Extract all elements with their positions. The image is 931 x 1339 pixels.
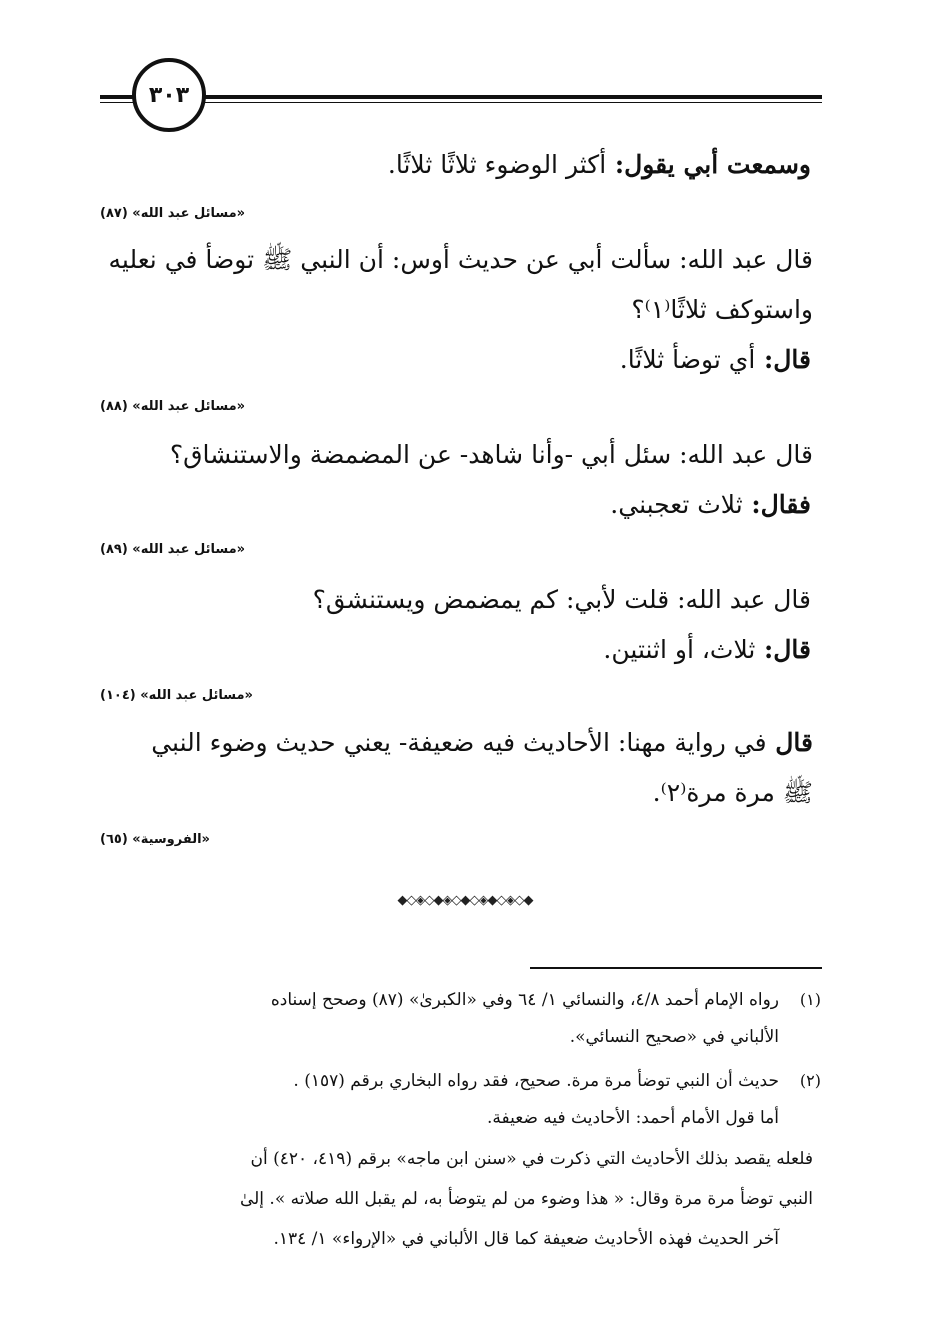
entry-3-line-1 xyxy=(100,440,813,470)
entry-text: في رواية مهنا: الأحاديث فيه ضعيفة- يعني حديث وضوء النبي xyxy=(151,728,767,757)
footnote-1-line-2: الألباني في «صحيح النسائي». xyxy=(569,1027,779,1047)
entry-lead: وسمعت أبي يقول: xyxy=(606,150,811,179)
footnote-1-marker: (١) xyxy=(799,990,821,1009)
entry-4-line-1 xyxy=(100,585,811,615)
entry-2-line-3 xyxy=(100,345,811,375)
entry-5-line-1 xyxy=(100,728,813,758)
entry-text: قال عبد الله: سئل أبي -وأنا شاهد- عن المضمضة والاستنشاق؟ xyxy=(169,440,813,469)
entry-5-source: «الفروسية» (٦٥) xyxy=(100,832,210,847)
entry-lead: فقال: xyxy=(742,490,811,519)
footnote-2-line-5: آخر الحديث فهذه الأحاديث ضعيفة كما قال الألباني في «الإرواء» ١/ ١٣٤. xyxy=(273,1229,779,1249)
entry-text: واستوكف ثلاثًا⁽١⁾؟ xyxy=(631,295,813,324)
entry-4-source: «مسائل عبد الله» (١٠٤) xyxy=(100,688,253,703)
entry-2-source: «مسائل عبد الله» (٨٨) xyxy=(100,399,246,414)
entry-3-line-2 xyxy=(100,490,811,520)
footnote-2-marker: (٢) xyxy=(799,1071,821,1090)
entry-text: ثلاث، أو اثنتين. xyxy=(603,635,756,664)
footnote-2-line-3: فلعله يقصد بذلك الأحاديث التي ذكرت في «سنن ابن ماجه» برقم (٤١٩، ٤٢٠) أن xyxy=(250,1149,813,1169)
footnote-1-line-1: رواه الإمام أحمد ٤/٨، والنسائي ١/ ٦٤ وفي «الكبرىٰ» (٨٧) وصحح إسناده xyxy=(270,990,779,1010)
entry-lead: قال xyxy=(766,728,813,757)
page-number: ٣٠٣ xyxy=(148,82,190,108)
header-rule xyxy=(100,95,822,99)
entry-text: قال عبد الله: قلت لأبي: كم يمضمض ويستنشق؟ xyxy=(312,585,811,614)
entry-5-line-2 xyxy=(100,778,813,808)
entry-text: ثلاث تعجبني. xyxy=(610,490,743,519)
entry-lead: قال: xyxy=(755,345,811,374)
page-number-badge xyxy=(132,58,206,132)
footnote-2-line-4: النبي توضأ مرة مرة وقال: « هذا وضوء من لم يتوضأ به، لم يقبل الله صلاته ». إلىٰ xyxy=(239,1189,813,1209)
entry-4-line-2 xyxy=(100,635,811,665)
entry-3-source: «مسائل عبد الله» (٨٩) xyxy=(100,542,246,557)
entry-2-line-2 xyxy=(100,295,813,325)
entry-text: أكثر الوضوء ثلاثًا ثلاثًا. xyxy=(387,150,607,179)
footnote-2-line-1: حديث أن النبي توضأ مرة مرة. صحيح، فقد رواه البخاري برقم (١٥٧) . xyxy=(293,1071,779,1091)
entry-text: قال عبد الله: سألت أبي عن حديث أوس: أن النبي ﷺ توضأ في نعليه xyxy=(108,245,813,274)
footnote-2-line-2: أما قول الأمام أحمد: الأحاديث فيه ضعيفة. xyxy=(487,1108,779,1128)
entry-text: ﷺ مرة مرة⁽٢⁾. xyxy=(652,778,813,807)
entry-text: أي توضأ ثلاثًا. xyxy=(619,345,756,374)
entry-1-source: «مسائل عبد الله» (٨٧) xyxy=(100,206,246,221)
entry-1-line-1 xyxy=(100,150,811,180)
section-ornament: ◆◇◈◇◆◈◇◆◇◈◆◇◈◇◆ xyxy=(397,893,533,908)
header-rule-thin xyxy=(100,102,822,103)
footnote-rule xyxy=(530,967,822,969)
entry-2-line-1 xyxy=(100,245,813,275)
entry-lead: قال: xyxy=(755,635,811,664)
